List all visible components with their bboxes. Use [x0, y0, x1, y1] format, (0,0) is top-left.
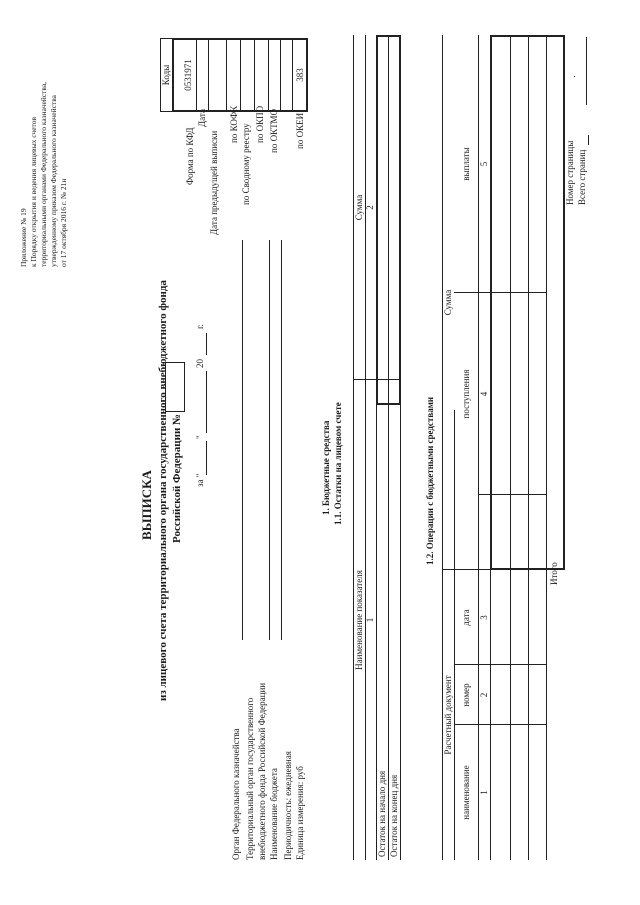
- territorial-line: [269, 240, 270, 640]
- code-label-form: Форма по КФД: [185, 127, 195, 185]
- organ-line: [242, 240, 243, 640]
- field-territorial-1: Территориальный орган государственного: [245, 697, 255, 860]
- s1-values-box: [376, 35, 401, 405]
- code-label-date: Дата: [197, 109, 207, 127]
- code-label-kofk: по КОФК: [229, 105, 239, 143]
- code-label-prev-date: Дата предыдущей выписки: [209, 130, 219, 235]
- s1-row-end: Остаток на конец дня: [389, 774, 399, 857]
- date-day-line: [206, 441, 207, 475]
- date-suffix: г.: [195, 324, 205, 329]
- s2-num-3: 3: [479, 615, 489, 620]
- account-number-label: Российской Федерации №: [171, 413, 183, 543]
- date-month-line: [206, 371, 207, 433]
- code-value-form: 0531971: [183, 59, 193, 91]
- s1-col-sum: Сумма: [354, 194, 364, 221]
- section1-title: 1. Бюджетные средства: [321, 420, 331, 515]
- s2-col-date: дата: [461, 609, 471, 626]
- field-budget: Наименование бюджета: [269, 768, 279, 860]
- s2-doc-header: Расчетный документ: [443, 675, 453, 755]
- s1-col-name: Наименование показателя: [354, 570, 364, 670]
- s1-num-1: 1: [365, 617, 375, 623]
- page-number-label: Номер страницы: [565, 140, 575, 205]
- document-title: ВЫПИСКА: [139, 470, 154, 540]
- code-label-okpo: по ОКПО: [255, 105, 265, 143]
- codes-header: Коды: [161, 64, 171, 86]
- document-subtitle: из лицевого счета территориального органа государственного внебюджетного фонда: [157, 280, 169, 701]
- total-pages-label: Всего страниц: [577, 149, 587, 205]
- code-label-registry: по Сводному реестру: [241, 123, 251, 205]
- page-number-line: [586, 37, 587, 105]
- s2-col-number: номер: [461, 683, 471, 707]
- s1-top-line: [353, 35, 354, 860]
- date-prefix: за ": [195, 473, 205, 487]
- s2-num-2: 2: [479, 692, 489, 698]
- section1-subtitle: 1.1. Остатки на лицевом счете: [333, 402, 343, 525]
- s1-num-2: 2: [365, 205, 375, 210]
- s2-num-1: 1: [479, 790, 489, 795]
- s2-total: Итого: [549, 562, 559, 585]
- appendix-line-5: от 17 октября 2016 г. № 21н: [59, 178, 68, 267]
- s2-sum-header: Сумма: [443, 289, 453, 316]
- date-year-line: [206, 333, 207, 355]
- s2-col-name: наименование: [461, 765, 471, 820]
- field-territorial-2: внебюджетного фонда Российской Федерации: [257, 682, 267, 860]
- section2-title: 1.2. Операции с бюджетными средствами: [425, 396, 435, 565]
- account-number-field[interactable]: [165, 362, 185, 412]
- field-unit: Единица измерения: руб: [295, 766, 305, 860]
- appendix-line-1: Приложение № 19: [19, 208, 28, 267]
- budget-line: [281, 240, 282, 640]
- s2-col-payout: выплаты: [461, 147, 471, 181]
- field-periodicity: Периодичность: ежедневная: [283, 751, 293, 860]
- code-value-okei: 383: [295, 68, 305, 82]
- date-year-prefix: 20: [195, 359, 205, 368]
- s2-num-5: 5: [479, 161, 489, 167]
- s2-values-box: [490, 35, 565, 570]
- s2-col-income: поступления: [461, 369, 471, 419]
- s2-num-4: 4: [479, 391, 489, 397]
- appendix-line-4: утвержденному приказом Федерального казначейства: [49, 95, 58, 267]
- date-quote: ": [195, 435, 205, 439]
- code-label-oktmo: по ОКТМО: [269, 109, 279, 153]
- appendix-line-3: территориальными органами Федерального казначейства,: [39, 81, 48, 267]
- field-organ: Орган Федерального казначейства: [231, 728, 241, 860]
- s1-row-start: Остаток на начало дня: [377, 770, 387, 857]
- appendix-line-2: к Порядку открытия и ведения лицевых счетов: [29, 116, 38, 267]
- code-label-okei: по ОКЕИ: [295, 112, 305, 149]
